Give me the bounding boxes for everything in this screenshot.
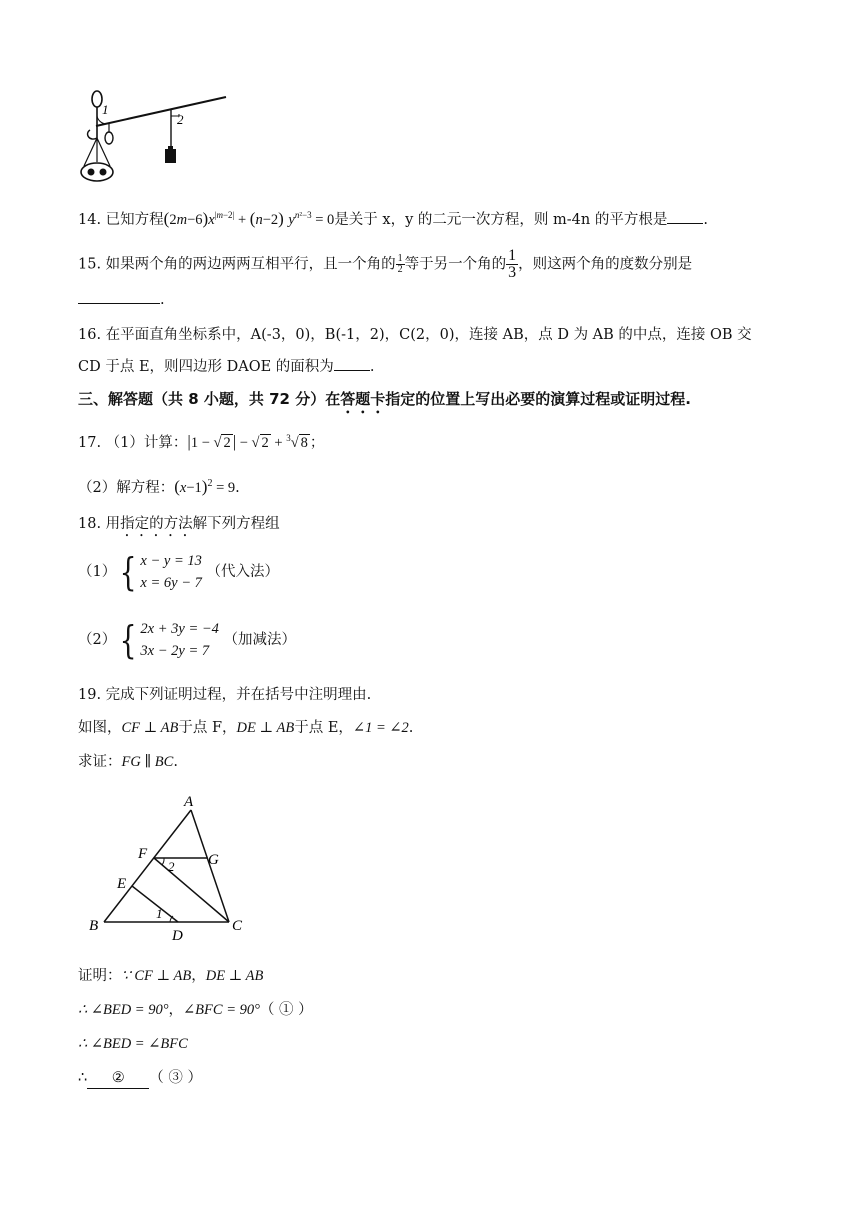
proof-line-1: 证明：∵ CF ⊥ AB，DE ⊥ AB	[78, 968, 264, 984]
triangle-figure	[84, 792, 254, 942]
vertex-C: C	[232, 918, 243, 934]
proof-line-4: ∴ ② （ ③ ）	[78, 1068, 202, 1089]
question-19-prove: 求证：FG ∥ BC.	[78, 754, 178, 770]
question-18-part2: （2）{ 2x + 3y = −4 3x − 2y = 7 （加减法）	[78, 618, 297, 662]
vertex-E: E	[117, 876, 127, 892]
question-17-part2: （2）解方程：$(x-1)^2 = 9$.	[78, 476, 240, 496]
vertex-A: A	[184, 794, 194, 810]
angle-2-label: 2	[177, 112, 184, 127]
balance-figure	[76, 86, 236, 186]
proof-blank-2[interactable]: ②	[87, 1068, 149, 1089]
question-15: 15. 如果两个角的两边两两互相平行，且一个角的 $\frac{1}{2}$ 等于另一个角的 $\frac{1}{3}$ ，则这两个角的度数分别是	[78, 247, 693, 281]
section-3-heading: 三、解答题（共 8 小题，共 72 分）在答题卡指定的位置上写出必要的演算过程或证明过程.	[78, 390, 691, 408]
angle-1-label: 1	[102, 102, 109, 117]
question-19: 19. 完成下列证明过程，并在括号中注明理由.	[78, 687, 372, 703]
question-16-line1: 16. 在平面直角坐标系中，A(-3，0)，B(-1，2)，C(2，0)，连接 AB，点 D 为 AB 的中点，连接 OB 交	[78, 327, 752, 343]
vertex-G: G	[208, 852, 219, 868]
answer-blank-14[interactable]	[667, 223, 703, 224]
answer-blank-15[interactable]	[78, 303, 160, 304]
vertex-F: F	[138, 846, 148, 862]
question-18: 18. 用指定的方法解下列方程组	[78, 516, 280, 532]
question-14: 14. 已知方程$(2m-6)x^{|m-2|} + (n-2) y^{n^2-3} = 0$是关于 x，y 的二元一次方程，则 m-4n 的平方根是 .	[78, 208, 708, 228]
question-17-part1: 17. （1）计算：|1 − √ 2 | − √ 2 + $^3$√ 8 ；	[78, 431, 325, 451]
question-18-part1: （1）{ x − y = 13 x = 6y − 7 （代入法）	[78, 550, 279, 594]
vertex-D: D	[172, 928, 183, 942]
question-19-given: 如图，CF ⊥ AB于点 F，DE ⊥ AB于点 E，∠1 = ∠2.	[78, 720, 414, 736]
angle-2-mark: 2	[168, 859, 175, 874]
vertex-B: B	[89, 918, 99, 934]
question-16-line2: CD 于点 E，则四边形 DAOE 的面积为 .	[78, 359, 375, 375]
proof-line-2: ∴ ∠BED = 90°，∠BFC = 90°（ ① ）	[78, 1002, 313, 1018]
answer-blank-16[interactable]	[334, 370, 370, 371]
question-15-answer: .	[78, 290, 165, 310]
proof-line-3: ∴ ∠BED = ∠BFC	[78, 1036, 188, 1052]
angle-1-mark: 1	[156, 906, 163, 921]
